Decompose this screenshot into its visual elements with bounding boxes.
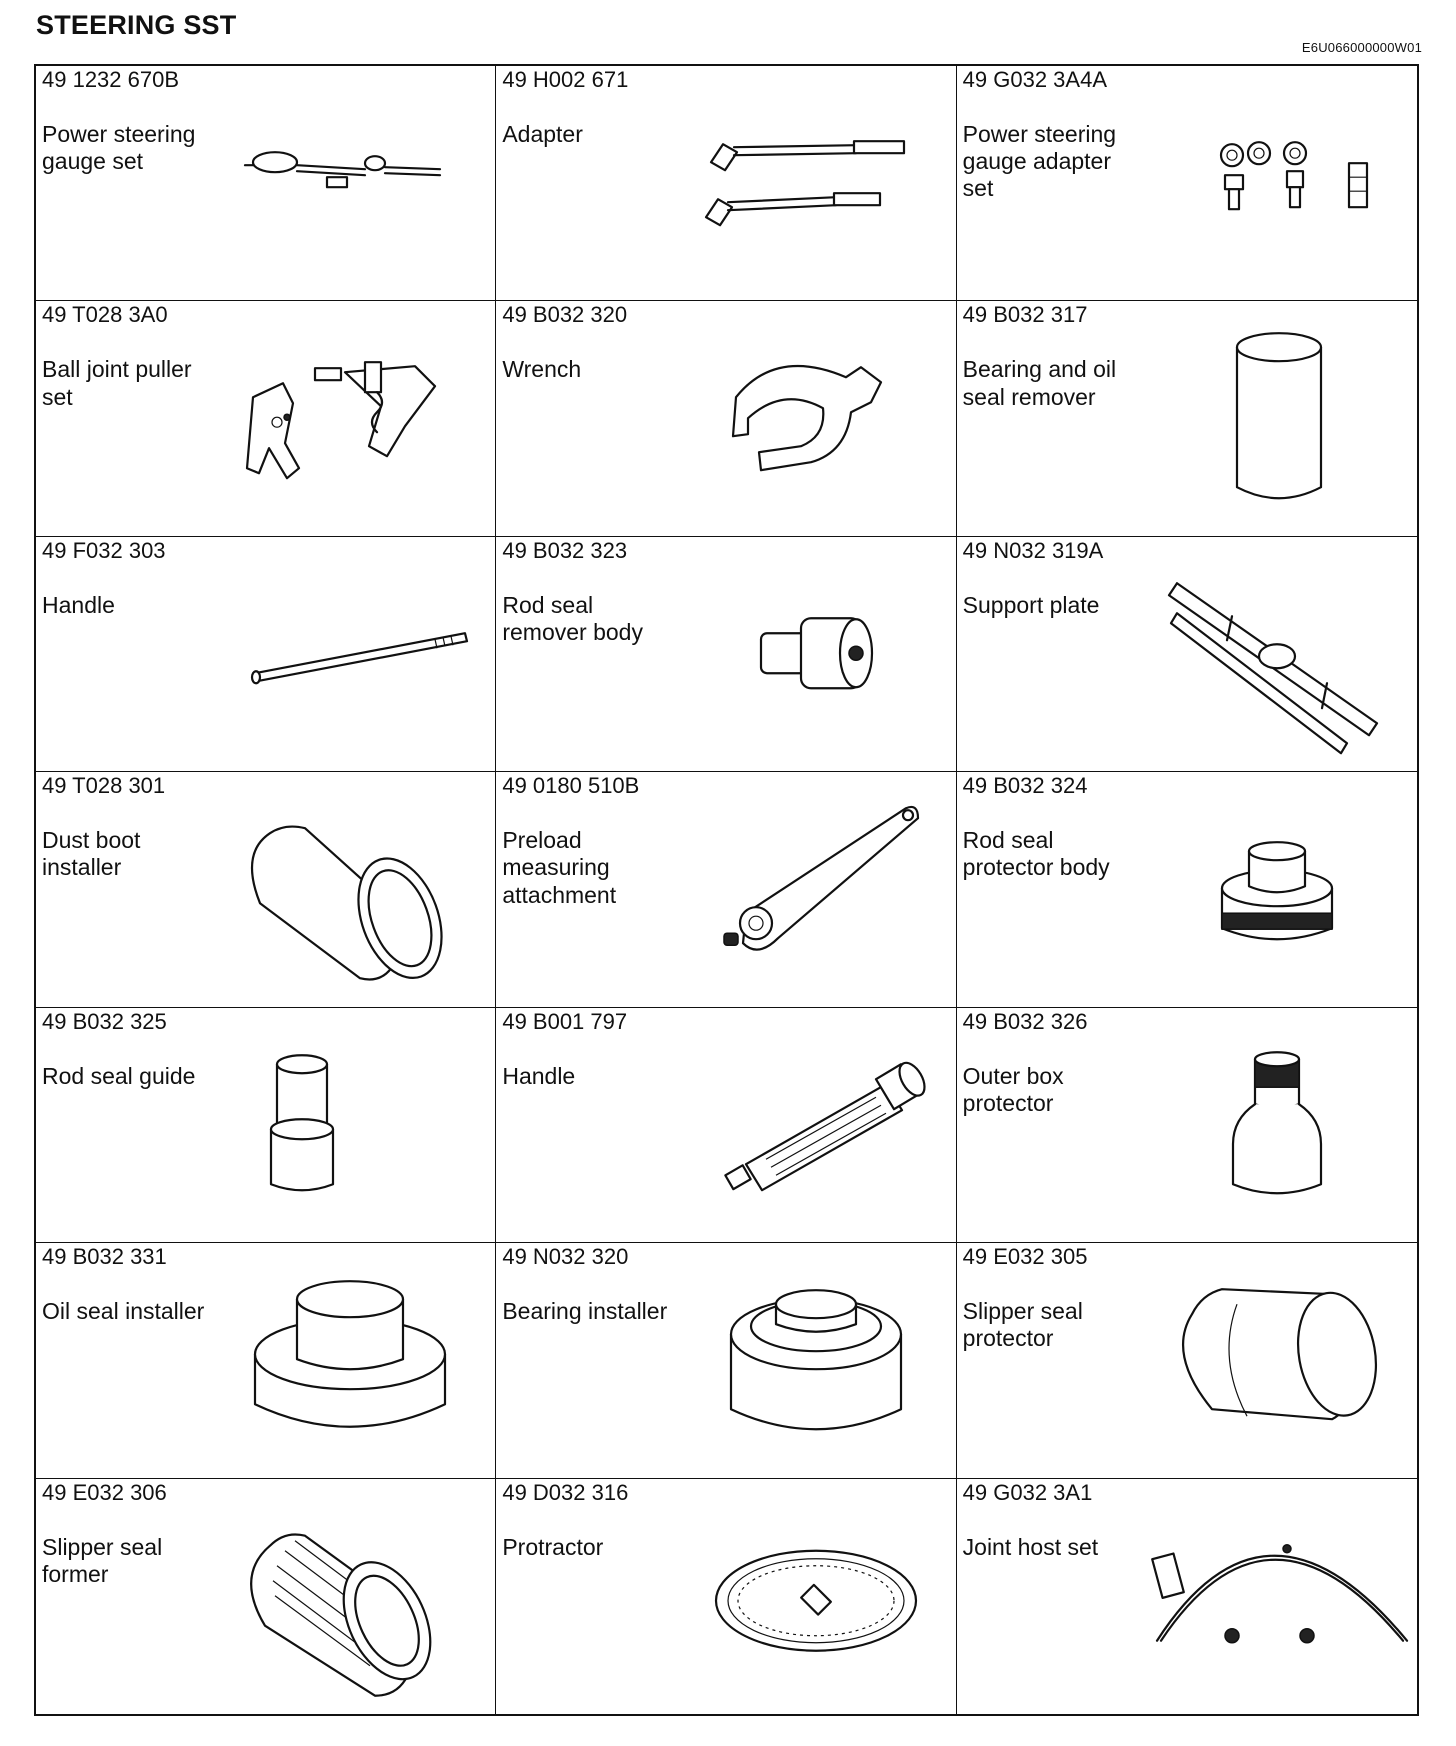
remover-body-icon — [676, 537, 956, 771]
ball-joint-puller-icon — [215, 301, 495, 535]
adapter-fittings-icon — [1137, 66, 1417, 300]
tool-name: Rod seal guide — [42, 1062, 196, 1089]
part-number: 49 E032 305 — [962, 1244, 1088, 1270]
tool-cell — [36, 1479, 496, 1714]
part-number: 49 B032 324 — [962, 773, 1088, 799]
tool-name: Preload measuring attachment — [502, 827, 617, 908]
tool-cell — [36, 772, 496, 1007]
tool-cell — [957, 66, 1417, 301]
tool-name: Rod seal remover body — [502, 591, 643, 645]
part-number: 49 B032 320 — [502, 302, 628, 328]
knurled-handle-icon — [676, 1008, 956, 1242]
part-number: 49 G032 3A1 — [962, 1479, 1093, 1505]
tool-cell — [496, 772, 956, 1007]
outer-box-protector-icon — [1137, 1008, 1417, 1242]
part-number: 49 D032 316 — [502, 1479, 629, 1505]
tool-cell — [496, 1479, 956, 1714]
tool-name: Oil seal installer — [42, 1298, 205, 1325]
adapter-hose-icon — [676, 66, 956, 300]
tool-cell — [957, 301, 1417, 536]
part-number: 49 B001 797 — [502, 1008, 628, 1034]
tool-cell — [957, 1008, 1417, 1243]
preload-attachment-icon — [676, 772, 956, 1006]
tool-cell — [957, 1243, 1417, 1478]
tool-cell — [957, 772, 1417, 1007]
tool-cell — [36, 301, 496, 536]
tool-name: Handle — [502, 1062, 576, 1089]
bearing-installer-icon — [676, 1243, 956, 1477]
tool-cell — [496, 301, 956, 536]
tool-name: Ball joint puller set — [42, 356, 192, 410]
part-number: 49 T028 3A0 — [42, 302, 168, 328]
part-number: 49 B032 317 — [962, 302, 1088, 328]
tool-cell — [36, 537, 496, 772]
tool-cell — [957, 537, 1417, 772]
tool-name: Outer box protector — [962, 1062, 1064, 1116]
tool-cell — [496, 66, 956, 301]
tool-name: Bearing and oil seal remover — [962, 356, 1117, 410]
part-number: 49 T028 301 — [42, 773, 166, 799]
tool-cell — [496, 1008, 956, 1243]
tool-name: Wrench — [502, 356, 582, 383]
tool-cell — [957, 1479, 1417, 1714]
gauge-set-icon — [215, 66, 495, 300]
tool-name: Handle — [42, 591, 115, 618]
tool-name: Rod seal protector body — [962, 827, 1110, 881]
tool-name: Dust boot installer — [42, 827, 141, 881]
oil-seal-installer-icon — [215, 1243, 495, 1477]
tool-name: Power steering gauge set — [42, 121, 196, 175]
tool-name: Adapter — [502, 121, 583, 147]
part-number: 49 B032 331 — [42, 1244, 167, 1270]
tool-name: Joint host set — [962, 1533, 1099, 1560]
tool-cell — [496, 537, 956, 772]
support-plate-icon — [1137, 537, 1417, 771]
part-number: 49 1232 670B — [42, 67, 180, 92]
page-title: STEERING SST — [36, 10, 237, 40]
part-number: 49 N032 320 — [502, 1244, 629, 1270]
seal-guide-icon — [215, 1008, 495, 1242]
protector-body-icon — [1137, 772, 1417, 1006]
joint-host-set-icon — [1137, 1479, 1417, 1714]
part-number: 49 B032 326 — [962, 1008, 1088, 1034]
slipper-seal-protector-icon — [1137, 1243, 1417, 1477]
tool-name: Bearing installer — [502, 1298, 668, 1325]
slipper-seal-former-icon — [215, 1479, 495, 1714]
part-number: 49 B032 323 — [502, 537, 628, 563]
tool-cell — [36, 1243, 496, 1478]
tool-name: Slipper seal protector — [962, 1298, 1083, 1352]
tool-name: Protractor — [502, 1533, 604, 1560]
tool-cell — [36, 1008, 496, 1243]
tool-cell — [496, 1243, 956, 1478]
part-number: 49 F032 303 — [42, 537, 166, 563]
rod-handle-icon — [215, 537, 495, 771]
wrench-icon — [676, 301, 956, 535]
tool-cell — [36, 66, 496, 301]
part-number: 49 N032 319A — [962, 537, 1104, 563]
tool-name: Power steering gauge adapter set — [962, 121, 1117, 202]
tool-name: Slipper seal former — [42, 1533, 163, 1587]
part-number: 49 H002 671 — [502, 67, 629, 92]
cylinder-remover-icon — [1137, 301, 1417, 535]
part-number: 49 B032 325 — [42, 1008, 167, 1034]
dust-boot-installer-icon — [215, 772, 495, 1006]
protractor-icon — [676, 1479, 956, 1714]
tool-name: Support plate — [962, 591, 1100, 618]
part-number: 49 0180 510B — [502, 773, 640, 799]
sst-table — [34, 64, 1419, 1716]
document-code: E6U066000000W01 — [1301, 40, 1422, 55]
part-number: 49 E032 306 — [42, 1479, 167, 1505]
part-number: 49 G032 3A4A — [962, 67, 1107, 92]
